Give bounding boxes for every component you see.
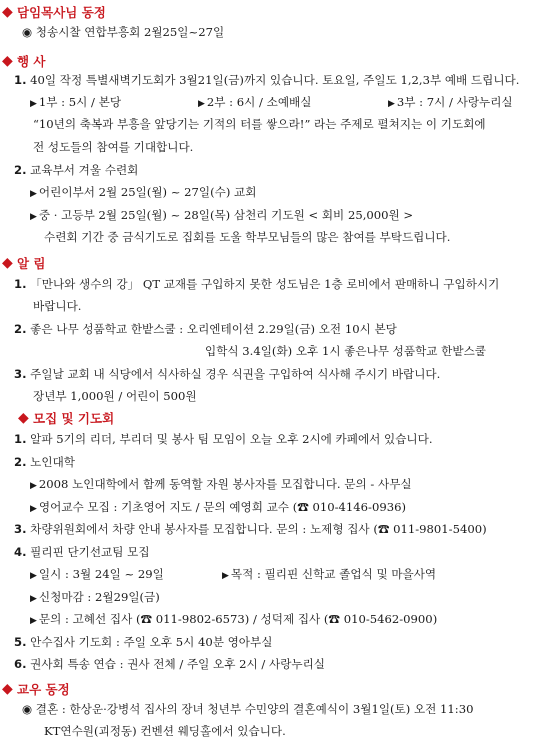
section-title: 모집 및 기도회 <box>33 411 115 426</box>
triangle-bullet-icon: ▶ <box>30 481 37 491</box>
triangle-bullet-icon: ▶ <box>388 99 395 109</box>
triangle-bullet-icon: ▶ <box>222 571 229 581</box>
list-item: 4. 필리핀 단기선교팀 모집 <box>14 545 150 559</box>
sub-item: ▶ 문의 : 고혜선 집사 (☎ 011-9802-6573) / 성덕제 집사 (☎ 010-5462-0900) <box>30 612 438 626</box>
text-line: 전 성도들의 참여를 기대합니다. <box>33 140 194 154</box>
text-line: “10년의 축복과 부흥을 앞당기는 기적의 터를 쌓으라!” 라는 주제로 펼쳐지는 이 기도회에 <box>33 117 486 131</box>
list-item: 3. 차량위원회에서 차량 안내 봉사자를 모집합니다. 문의 : 노제형 집사 (☎ 011-9801-5400) <box>14 522 487 536</box>
text-line: ◉ 결혼 : 한상운·강병석 집사의 장녀 청년부 수민양의 결혼예식이 3월1일(토) 오전 11:30 <box>22 702 474 716</box>
section-title: 행 사 <box>17 54 46 69</box>
triangle-bullet-icon: ▶ <box>30 504 37 514</box>
triangle-bullet-icon: ▶ <box>30 189 37 199</box>
list-item: 2. 교육부서 겨울 수련회 <box>14 163 139 177</box>
section-events-header <box>2 52 46 70</box>
list-item: 1. 40일 작정 특별새벽기도회가 3월21일(금)까지 있습니다. 토요일, 주일도 1,2,3부 예배 드립니다. <box>14 73 520 87</box>
section-pastor-header <box>2 3 106 21</box>
sub-item: ▶ 신청마감 : 2월29일(금) <box>30 590 160 604</box>
text-line: 입학식 3.4일(화) 오후 1시 좋은나무 성품학교 한밭스쿨 <box>205 344 486 358</box>
section-title: 교우 동정 <box>17 682 70 697</box>
pastor-line: ◉ 청송시찰 연합부흥회 2월25일~27일 <box>22 25 225 39</box>
text-line: 장년부 1,000원 / 어린이 500원 <box>33 389 197 403</box>
diamond-icon: ◆ <box>18 410 29 426</box>
text-line: KT연수원(괴정동) 컨벤션 웨딩홀에서 있습니다. <box>44 724 286 738</box>
triangle-bullet-icon: ▶ <box>30 99 37 109</box>
list-item: 2. 노인대학 <box>14 455 75 469</box>
sub-item: ▶ 목적 : 필리핀 신학교 졸업식 및 마을사역 <box>222 567 437 581</box>
triangle-bullet-icon: ▶ <box>198 99 205 109</box>
list-item: 1. 「만나와 생수의 강」 QT 교재를 구입하지 못한 성도님은 1층 로비에서 판매하니 구입하시기 <box>14 277 500 291</box>
text-line: 수련회 기간 중 금식기도로 집회를 도울 학부모님들의 많은 참여를 부탁드립니다. <box>44 230 451 244</box>
sub-item: ▶ 일시 : 3월 24일 ~ 29일 <box>30 567 164 581</box>
section-title: 담임목사님 동정 <box>17 5 106 20</box>
diamond-icon: ◆ <box>2 255 13 271</box>
sub-item: ▶ 1부 : 5시 / 본당 <box>30 95 122 109</box>
section-notices-header <box>2 254 46 272</box>
sub-item: ▶ 3부 : 7시 / 사랑누리실 <box>388 95 513 109</box>
section-members-header <box>2 680 70 698</box>
sub-item: ▶ 2008 노인대학에서 함께 동역할 자원 봉사자를 모집합니다. 문의 - 사무실 <box>30 477 412 491</box>
text-line: 바랍니다. <box>33 299 82 313</box>
diamond-icon: ◆ <box>2 53 13 69</box>
list-item: 5. 안수집사 기도회 : 주일 오후 5시 40분 영아부실 <box>14 635 273 649</box>
sub-item: ▶ 영어교수 모집 : 기초영어 지도 / 문의 예영희 교수 (☎ 010-4146-0936) <box>30 500 406 514</box>
section-recruit-header <box>18 409 114 427</box>
list-item: 2. 좋은 나무 성품학교 한밭스쿨 : 오리엔테이션 2.29일(금) 오전 10시 본당 <box>14 322 397 336</box>
sub-item: ▶ 2부 : 6시 / 소예배실 <box>198 95 312 109</box>
list-item: 3. 주일날 교회 내 식당에서 식사하실 경우 식권을 구입하여 식사해 주시기 바랍니다. <box>14 367 441 381</box>
sub-item: ▶ 어린이부서 2월 25일(월) ~ 27일(수) 교회 <box>30 185 257 199</box>
section-title: 알 림 <box>17 256 46 271</box>
list-item: 6. 권사회 특송 연습 : 권사 전체 / 주일 오후 2시 / 사랑누리실 <box>14 657 325 671</box>
triangle-bullet-icon: ▶ <box>30 571 37 581</box>
triangle-bullet-icon: ▶ <box>30 212 37 222</box>
sub-item: ▶ 중 · 고등부 2월 25일(월) ~ 28일(목) 삼천리 기도원 < 회비 25,000원 > <box>30 208 414 222</box>
triangle-bullet-icon: ▶ <box>30 594 37 604</box>
diamond-icon: ◆ <box>2 4 13 20</box>
diamond-icon: ◆ <box>2 681 13 697</box>
list-item: 1. 알파 5기의 리더, 부리더 및 봉사 팀 모임이 오늘 오후 2시에 카페에서 있습니다. <box>14 432 433 446</box>
triangle-bullet-icon: ▶ <box>30 616 37 626</box>
